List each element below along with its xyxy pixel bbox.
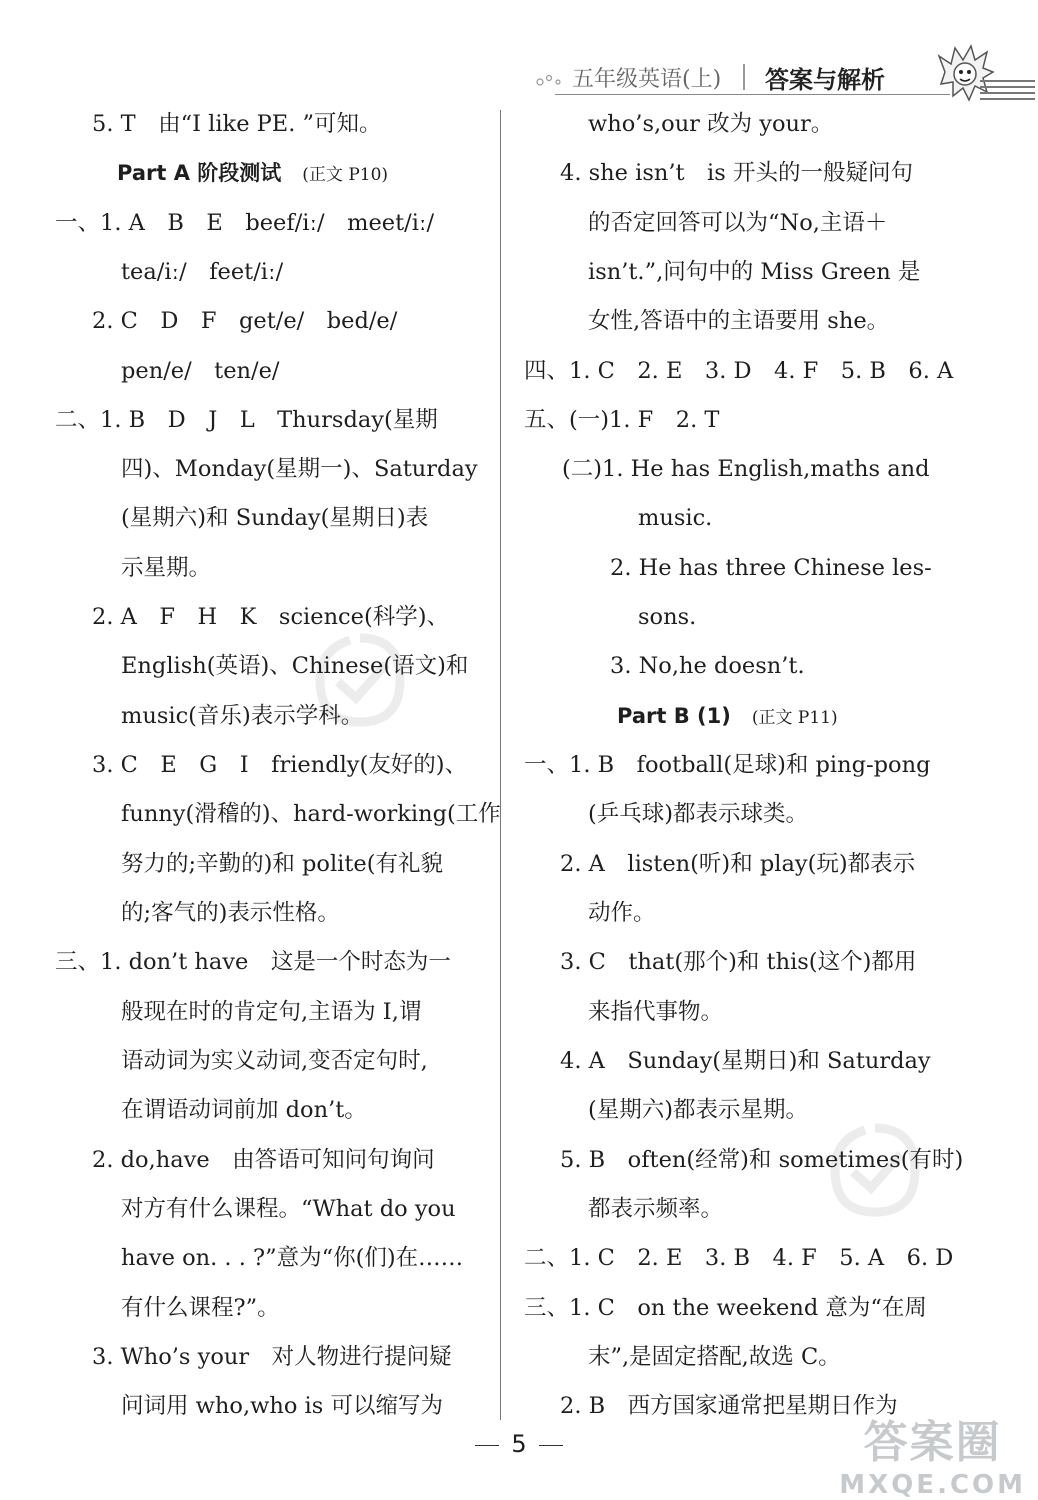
- text-line: (二)1. He has English,maths and: [562, 456, 930, 482]
- text-line: 3. Who’s your 对人物进行提问疑: [92, 1344, 452, 1370]
- text-line: 3. C E G I friendly(友好的)、: [92, 752, 468, 778]
- text-line: who’s,our 改为 your。: [588, 111, 834, 137]
- text-line: pen/e/ ten/e/: [121, 358, 280, 384]
- text-line: isn’t.”,问句中的 Miss Green 是: [588, 259, 921, 285]
- text-line: 2. C D F get/e/ bed/e/: [92, 308, 398, 334]
- header-separator: [743, 64, 745, 90]
- text-line: 2. do,have 由答语可知问句询问: [92, 1147, 435, 1173]
- text-line: 努力的;辛勤的)和 polite(有礼貌: [121, 851, 443, 877]
- text-line: 5. T 由“I like PE. ”可知。: [92, 111, 382, 137]
- text-line: 女性,答语中的主语要用 she。: [588, 308, 890, 334]
- text-line: 3. C that(那个)和 this(这个)都用: [560, 949, 917, 975]
- text-line: 四)、Monday(星期一)、Saturday: [121, 456, 478, 482]
- text-line: 有什么课程?”。: [121, 1295, 280, 1321]
- text-line: 来指代事物。: [588, 999, 724, 1025]
- text-line: 问词用 who,who is 可以缩写为: [121, 1393, 443, 1419]
- column-divider: [500, 110, 501, 1420]
- text-line: 2. He has three Chinese les-: [610, 555, 932, 581]
- section-heading: [617, 692, 838, 743]
- text-line: 三、1. don’t have 这是一个时态为一: [55, 949, 451, 975]
- watermark-url: MXQE.COM: [839, 1470, 1026, 1500]
- text-line: music(音乐)表示学科。: [121, 703, 364, 729]
- page-reference: (正文 P11): [751, 708, 838, 728]
- text-line: 五、(一)1. F 2. T: [524, 407, 720, 433]
- text-line: English(英语)、Chinese(语文)和: [121, 653, 469, 679]
- text-line: 的否定回答可以为“No,主语＋: [588, 210, 888, 236]
- text-line: music.: [638, 505, 713, 531]
- text-line: 语动词为实义动词,变否定句时,: [121, 1048, 428, 1074]
- text-line: 4. she isn’t is 开头的一般疑问句: [560, 160, 913, 186]
- text-line: (星期六)都表示星期。: [588, 1097, 809, 1123]
- text-line: (乒乓球)都表示球类。: [588, 801, 809, 827]
- site-watermark: [839, 1406, 1026, 1500]
- page-number: 5: [0, 1430, 1038, 1458]
- text-line: 四、1. C 2. E 3. D 4. F 5. B 6. A: [524, 358, 954, 384]
- text-line: 一、1. B football(足球)和 ping-pong: [524, 752, 931, 778]
- watermark-text: 答案圈: [863, 1417, 1002, 1468]
- text-line: tea/iː/ feet/iː/: [121, 259, 284, 285]
- text-line: 对方有什么课程。“What do you: [121, 1196, 456, 1222]
- text-line: 2. A F H K science(科学)、: [92, 604, 450, 630]
- text-line: 都表示频率。: [588, 1196, 724, 1222]
- text-line: 在谓语动词前加 don’t。: [121, 1097, 367, 1123]
- text-line: 末”,是固定搭配,故选 C。: [588, 1344, 841, 1370]
- text-line: 2. B 西方国家通常把星期日作为: [560, 1393, 898, 1419]
- text-line: 般现在时的肯定句,主语为 I,谓: [121, 999, 422, 1025]
- text-line: 示星期。: [121, 555, 212, 581]
- dots-decoration-icon: [535, 72, 565, 88]
- book-subtitle: 五年级英语(上): [572, 67, 722, 92]
- text-line: 的;客气的)表示性格。: [121, 900, 340, 926]
- text-line: have on. . . ?”意为“你(们)在……: [121, 1245, 464, 1271]
- text-line: 5. B often(经常)和 sometimes(有时): [560, 1147, 964, 1173]
- section-title: 答案与解析: [765, 66, 885, 94]
- text-line: funny(滑稽的)、hard-working(工作: [121, 801, 501, 827]
- text-line: sons.: [638, 604, 697, 630]
- text-line: 一、1. A B E beef/iː/ meet/iː/: [55, 210, 435, 236]
- text-line: 三、1. C on the weekend 意为“在周: [524, 1295, 927, 1321]
- section-heading-text: Part A 阶段测试: [117, 161, 282, 185]
- section-heading-text: Part B (1): [617, 704, 731, 728]
- header-stripes: [980, 80, 1035, 102]
- text-line: 3. No,he doesn’t.: [610, 653, 805, 679]
- text-line: 4. A Sunday(星期日)和 Saturday: [560, 1048, 931, 1074]
- page-reference: (正文 P10): [302, 165, 389, 185]
- header-rule: [555, 94, 950, 95]
- text-line: 二、1. B D J L Thursday(星期: [55, 407, 438, 433]
- text-line: 动作。: [588, 900, 656, 926]
- section-heading: [117, 149, 388, 200]
- text-line: 2. A listen(听)和 play(玩)都表示: [560, 851, 916, 877]
- text-line: 二、1. C 2. E 3. B 4. F 5. A 6. D: [524, 1245, 954, 1271]
- text-line: (星期六)和 Sunday(星期日)表: [121, 505, 429, 531]
